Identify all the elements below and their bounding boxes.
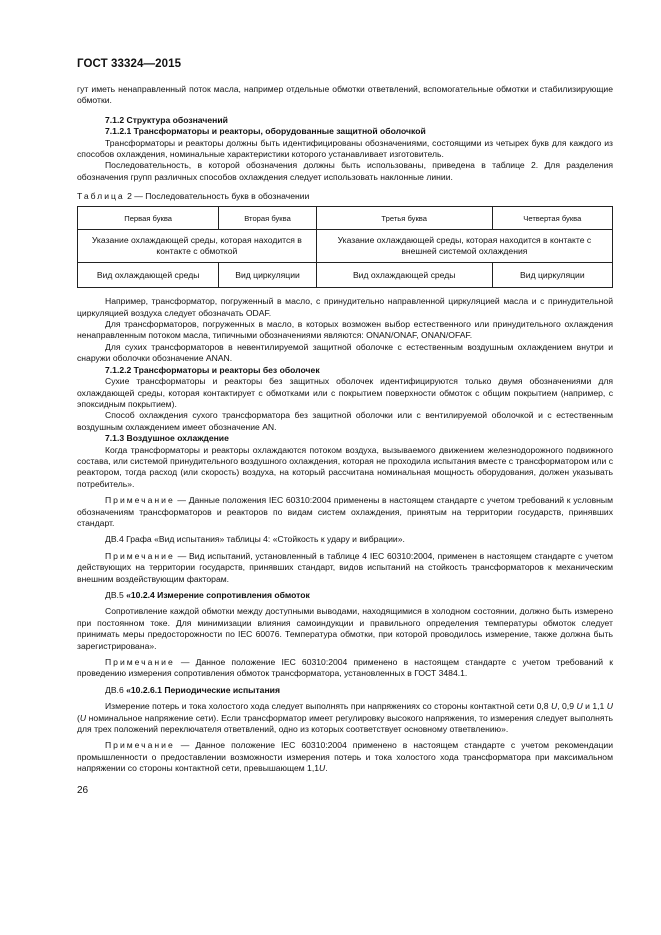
table-cell: Вид охлаждающей среды <box>78 263 219 288</box>
section-heading-7-1-3: 7.1.3 Воздушное охлаждение <box>105 433 229 444</box>
dv6-prefix: ДВ.6 <box>105 684 127 695</box>
table-cell: Вид циркуляции <box>219 263 316 288</box>
text-run: U <box>550 701 558 712</box>
table-cell: Указание охлаждающей среды, которая находится в контакте с обмоткой <box>78 230 317 263</box>
table-header-row <box>78 207 613 230</box>
section-heading-7-1-2: 7.1.2 Структура обозначений <box>105 114 228 125</box>
subsection-heading-7-1-2-1: 7.1.2.1 Трансформаторы и реакторы, оборудованные защитной оболочкой <box>105 126 426 137</box>
note-text: . <box>325 763 328 774</box>
note-label: Примечание <box>105 740 175 751</box>
text-run: U <box>606 701 613 712</box>
paragraph: Когда трансформаторы и реакторы охлаждаются потоком воздуха, вызываемого движением железнодорожного подвижного состава, или системой принудительного воздушного охлаждения, которая не проходила испытания вместе с трансформатором или с реактором, тогда расход (или скорость) воздуха, на который рассчитана номинальная мощность оборудования, должен указывать потребитель». <box>77 444 613 489</box>
paragraph: Для сухих трансформаторов в невентилируемой защитной оболочке с естественным воздушным охлаждением внутри и снаружи оболочки обозначение ANAN. <box>77 341 613 364</box>
note-text: U <box>319 763 326 774</box>
note-paragraph <box>77 740 613 774</box>
paragraph: Трансформаторы и реакторы должны быть идентифицированы обозначениями, состоящими из четырех букв для каждого из способов охлаждения, номинальные характеристики которого устанавливает изготовитель. <box>77 137 613 160</box>
dv6-title: «10.2.6.1 Периодические испытания <box>126 684 280 695</box>
table-header-cell: Вторая буква <box>219 207 316 230</box>
note-paragraph <box>77 495 613 529</box>
text-run: , 0,9 <box>557 701 577 712</box>
table-header-cell: Четвертая буква <box>492 207 612 230</box>
paragraph: Последовательность, в которой обозначения должны быть использованы, приведена в таблице 2. Для разделения обозначения групп различных способов охлаждения следует использовать наклонные линии. <box>77 160 613 182</box>
note-text: — Данное положение IEC 60310:2004 применено в настоящем стандарте с учетом требований к проведению измерения сопротивления обмоток трансформатора, установленных в ГОСТ 3484.1. <box>77 657 613 679</box>
note-text: — Данные положения IEC 60310:2004 применены в настоящем стандарте с учетом требований к условным обозначениям трансформаторов и реакторов по видам систем охлаждения, принятым на территории государств, принявших стандарт. <box>77 495 613 528</box>
document-page <box>77 58 613 796</box>
paragraph: Например, трансформатор, погруженный в масло, с принудительно направленной циркуляцией масла и с принудительной циркуляцией воздуха следует обозначать ODAF. <box>77 296 613 318</box>
document-header: ГОСТ 33324—2015 <box>77 58 182 70</box>
paragraph: Для трансформаторов, погруженных в масло, в которых возможен выбор естественного или принудительного охлаждения ненаправленным потоком масла, типичными обозначениями являются: ONAN/ONAF, ONAN/OFAF. <box>77 319 613 341</box>
table-cell: Вид охлаждающей среды <box>316 263 492 288</box>
table-cell: Вид циркуляции <box>492 263 612 288</box>
note-label: Примечание <box>105 550 175 561</box>
dv6-heading <box>77 685 613 696</box>
table-2 <box>77 206 613 288</box>
table-cell: Указание охлаждающей среды, которая находится в контакте с внешней системой охлаждения <box>316 230 612 263</box>
table-header-cell: Третья буква <box>316 207 492 230</box>
table-caption <box>77 191 613 201</box>
text-run: Измерение потерь и тока холостого хода следует выполнять при напряжениях со стороны контактной сети 0,8 <box>105 701 551 712</box>
table-row <box>78 263 613 288</box>
text-run: U <box>576 701 583 712</box>
intro-paragraph: гут иметь ненаправленный поток масла, например отдельные обмотки ответвлений, вспомогательные обмотки и стабилизирующие обмотки. <box>77 84 613 106</box>
table-caption-word: Таблица <box>77 191 125 202</box>
paragraph <box>77 701 613 735</box>
dv5-prefix: ДВ.5 <box>105 590 127 600</box>
subsection-heading-7-1-2-2: 7.1.2.2 Трансформаторы и реакторы без оболочек <box>105 364 320 375</box>
table-row <box>78 230 613 263</box>
note-text: — Данное положение IEC 60310:2004 применено в настоящем стандарте с учетом рекомендации промышленности о предоставлении возможности измерения потерь и тока холостого хода трансформатора при максимальном напряжении со стороны контактной сети, превышающем 1,1 <box>77 740 613 774</box>
note-label: Примечание <box>105 657 175 668</box>
paragraph: Сухие трансформаторы и реакторы без защитных оболочек идентифицируются только двумя обозначениями для охлаждающей среды, которая контактирует с обмотками или с покрытием поверхности обмоток с общим покрытием (например, с эпоксидным покрытием). <box>77 376 613 409</box>
paragraph: Способ охлаждения сухого трансформатора без защитной оболочки или с вентилируемой оболочкой и с естественным воздушным охлаждением имеет обозначение AN. <box>77 410 613 432</box>
paragraph: Сопротивление каждой обмотки между доступными выводами, находящимися в холодном состоянии, должно быть измерено при постоянном токе. Для минимизации влияния самоиндукции и правильного определения температуры обмоток следует принимать меры предосторожности по IEC 60076. Температура обмотки, при которой проводилось измерение, также должна быть зарегистрирована». <box>77 606 613 651</box>
text-run: и 1,1 <box>582 701 607 712</box>
note-label: Примечание <box>105 495 175 506</box>
text-run: ( <box>77 712 80 723</box>
table-header-cell: Первая буква <box>78 207 219 230</box>
dv5-heading <box>77 590 613 601</box>
dv5-title: «10.2.4 Измерение сопротивления обмоток <box>126 590 310 600</box>
note-paragraph <box>77 657 613 680</box>
text-run: U <box>79 712 87 723</box>
dv4-paragraph: ДВ.4 Графа «Вид испытания» таблицы 4: «Стойкость к удару и вибрации». <box>105 534 405 545</box>
text-run: номинальное напряжение сети). Если трансформатор имеет регулировку высокого напряжения, то измерения следует выполнять для трех положений переключателя ответвлений, одно из которых соответствует основному ответвлению». <box>77 712 613 735</box>
table-caption-text: 2 — Последовательность букв в обозначении <box>127 191 310 202</box>
note-paragraph <box>77 551 613 585</box>
note-text: — Вид испытаний, установленный в таблице 4 IEC 60310:2004, применен в настоящем стандарте с учетом действующих на территории государств, принявших стандарт, видов испытаний на стойкость трансформаторов к механическим внешним воздействующим факторам. <box>77 550 613 584</box>
page-number: 26 <box>77 784 89 796</box>
